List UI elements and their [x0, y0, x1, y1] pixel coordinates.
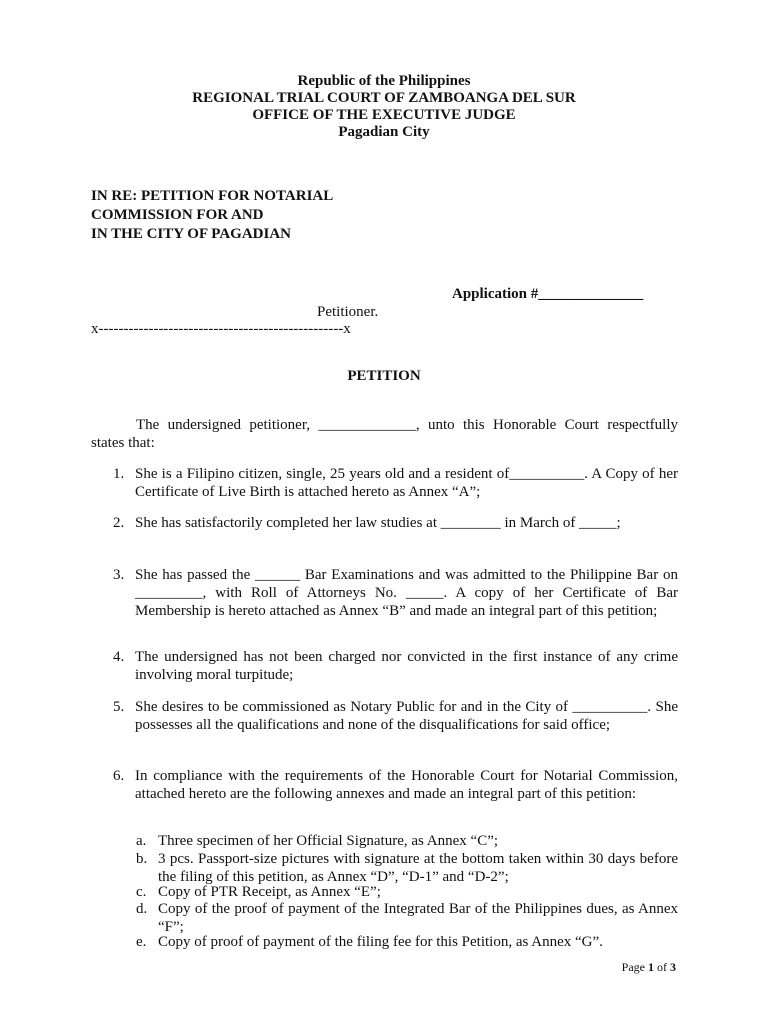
- list-item: [113, 648, 678, 684]
- annex-letter: c.: [136, 884, 147, 900]
- caption-line-2: COMMISSION FOR AND: [91, 207, 264, 223]
- list-item: [113, 465, 678, 501]
- annex-item: [136, 851, 678, 886]
- item-text: In compliance with the requirements of the Honorable Court for Notarial Commission, attached hereto are the following annexes and made an integral part of this petition:: [135, 768, 678, 802]
- header-court: REGIONAL TRIAL COURT OF ZAMBOANGA DEL SUR: [192, 90, 576, 106]
- annex-text: Three specimen of her Official Signature, as Annex “C”;: [158, 833, 499, 849]
- document-title: PETITION: [347, 368, 421, 384]
- annex-letter: d.: [136, 901, 148, 917]
- caption-separator: x-------------------------------------------------x: [91, 321, 351, 337]
- annex-letter: b.: [136, 851, 148, 867]
- annex-item: [136, 884, 678, 902]
- annex-item: [136, 934, 678, 952]
- page-number: 1: [648, 960, 654, 974]
- annex-letter: a.: [136, 833, 147, 849]
- header-office: OFFICE OF THE EXECUTIVE JUDGE: [252, 107, 516, 123]
- case-caption: [91, 187, 333, 244]
- item-number: 4.: [113, 649, 125, 665]
- item-number: 1.: [113, 466, 125, 482]
- annex-item: [136, 901, 678, 936]
- page-word: Page: [621, 960, 645, 974]
- annex-text: Copy of PTR Receipt, as Annex “E”;: [158, 884, 381, 900]
- page-footer: [622, 960, 676, 975]
- header-city: Pagadian City: [338, 124, 430, 140]
- item-text: The undersigned has not been charged nor convicted in the first instance of any crime involving moral turpitude;: [135, 649, 678, 683]
- list-item: [113, 566, 678, 620]
- annex-item: [136, 833, 678, 851]
- item-number: 6.: [113, 768, 125, 784]
- annex-text: Copy of proof of payment of the filing fee for this Petition, as Annex “G”.: [158, 934, 603, 950]
- annex-letter: e.: [136, 934, 147, 950]
- item-number: 2.: [113, 515, 125, 531]
- item-text: She has satisfactorily completed her law studies at ________ in March of _____;: [135, 515, 621, 531]
- petitioner-label: Petitioner.: [317, 304, 379, 320]
- of-word: of: [657, 960, 667, 974]
- page-total: 3: [670, 960, 676, 974]
- application-number: Application #______________: [452, 286, 644, 302]
- header-republic: Republic of the Philippines: [297, 73, 471, 89]
- intro-paragraph: [91, 416, 678, 452]
- annex-text: Copy of the proof of payment of the Integrated Bar of the Philippines dues, as Annex “F”;: [158, 901, 678, 935]
- item-text: She is a Filipino citizen, single, 25 years old and a resident of__________. A Copy of her Certificate of Live Birth is attached hereto as Annex “A”;: [135, 466, 678, 500]
- item-text: She desires to be commissioned as Notary Public for and in the City of __________. She possesses all the qualifications and none of the disqualifications for said office;: [135, 699, 678, 733]
- list-item: [113, 767, 678, 803]
- intro-text: The undersigned petitioner, _____________, unto this Honorable Court respectfully states that:: [91, 417, 678, 451]
- item-text: She has passed the ______ Bar Examinations and was admitted to the Philippine Bar on _________, with Roll of Attorneys No. _____. A copy of her Certificate of Bar Membership is hereto attached as Annex “B” and made an integral part of this petition;: [135, 567, 678, 619]
- caption-line-3: IN THE CITY OF PAGADIAN: [91, 226, 292, 242]
- caption-line-1: IN RE: PETITION FOR NOTARIAL: [91, 188, 334, 204]
- item-number: 5.: [113, 699, 125, 715]
- list-item: [113, 698, 678, 734]
- list-item: [113, 514, 678, 532]
- item-number: 3.: [113, 567, 125, 583]
- annex-text: 3 pcs. Passport-size pictures with signature at the bottom taken within 30 days before the filing of this petition, as Annex “D”, “D-1” and “D-2”;: [158, 851, 678, 885]
